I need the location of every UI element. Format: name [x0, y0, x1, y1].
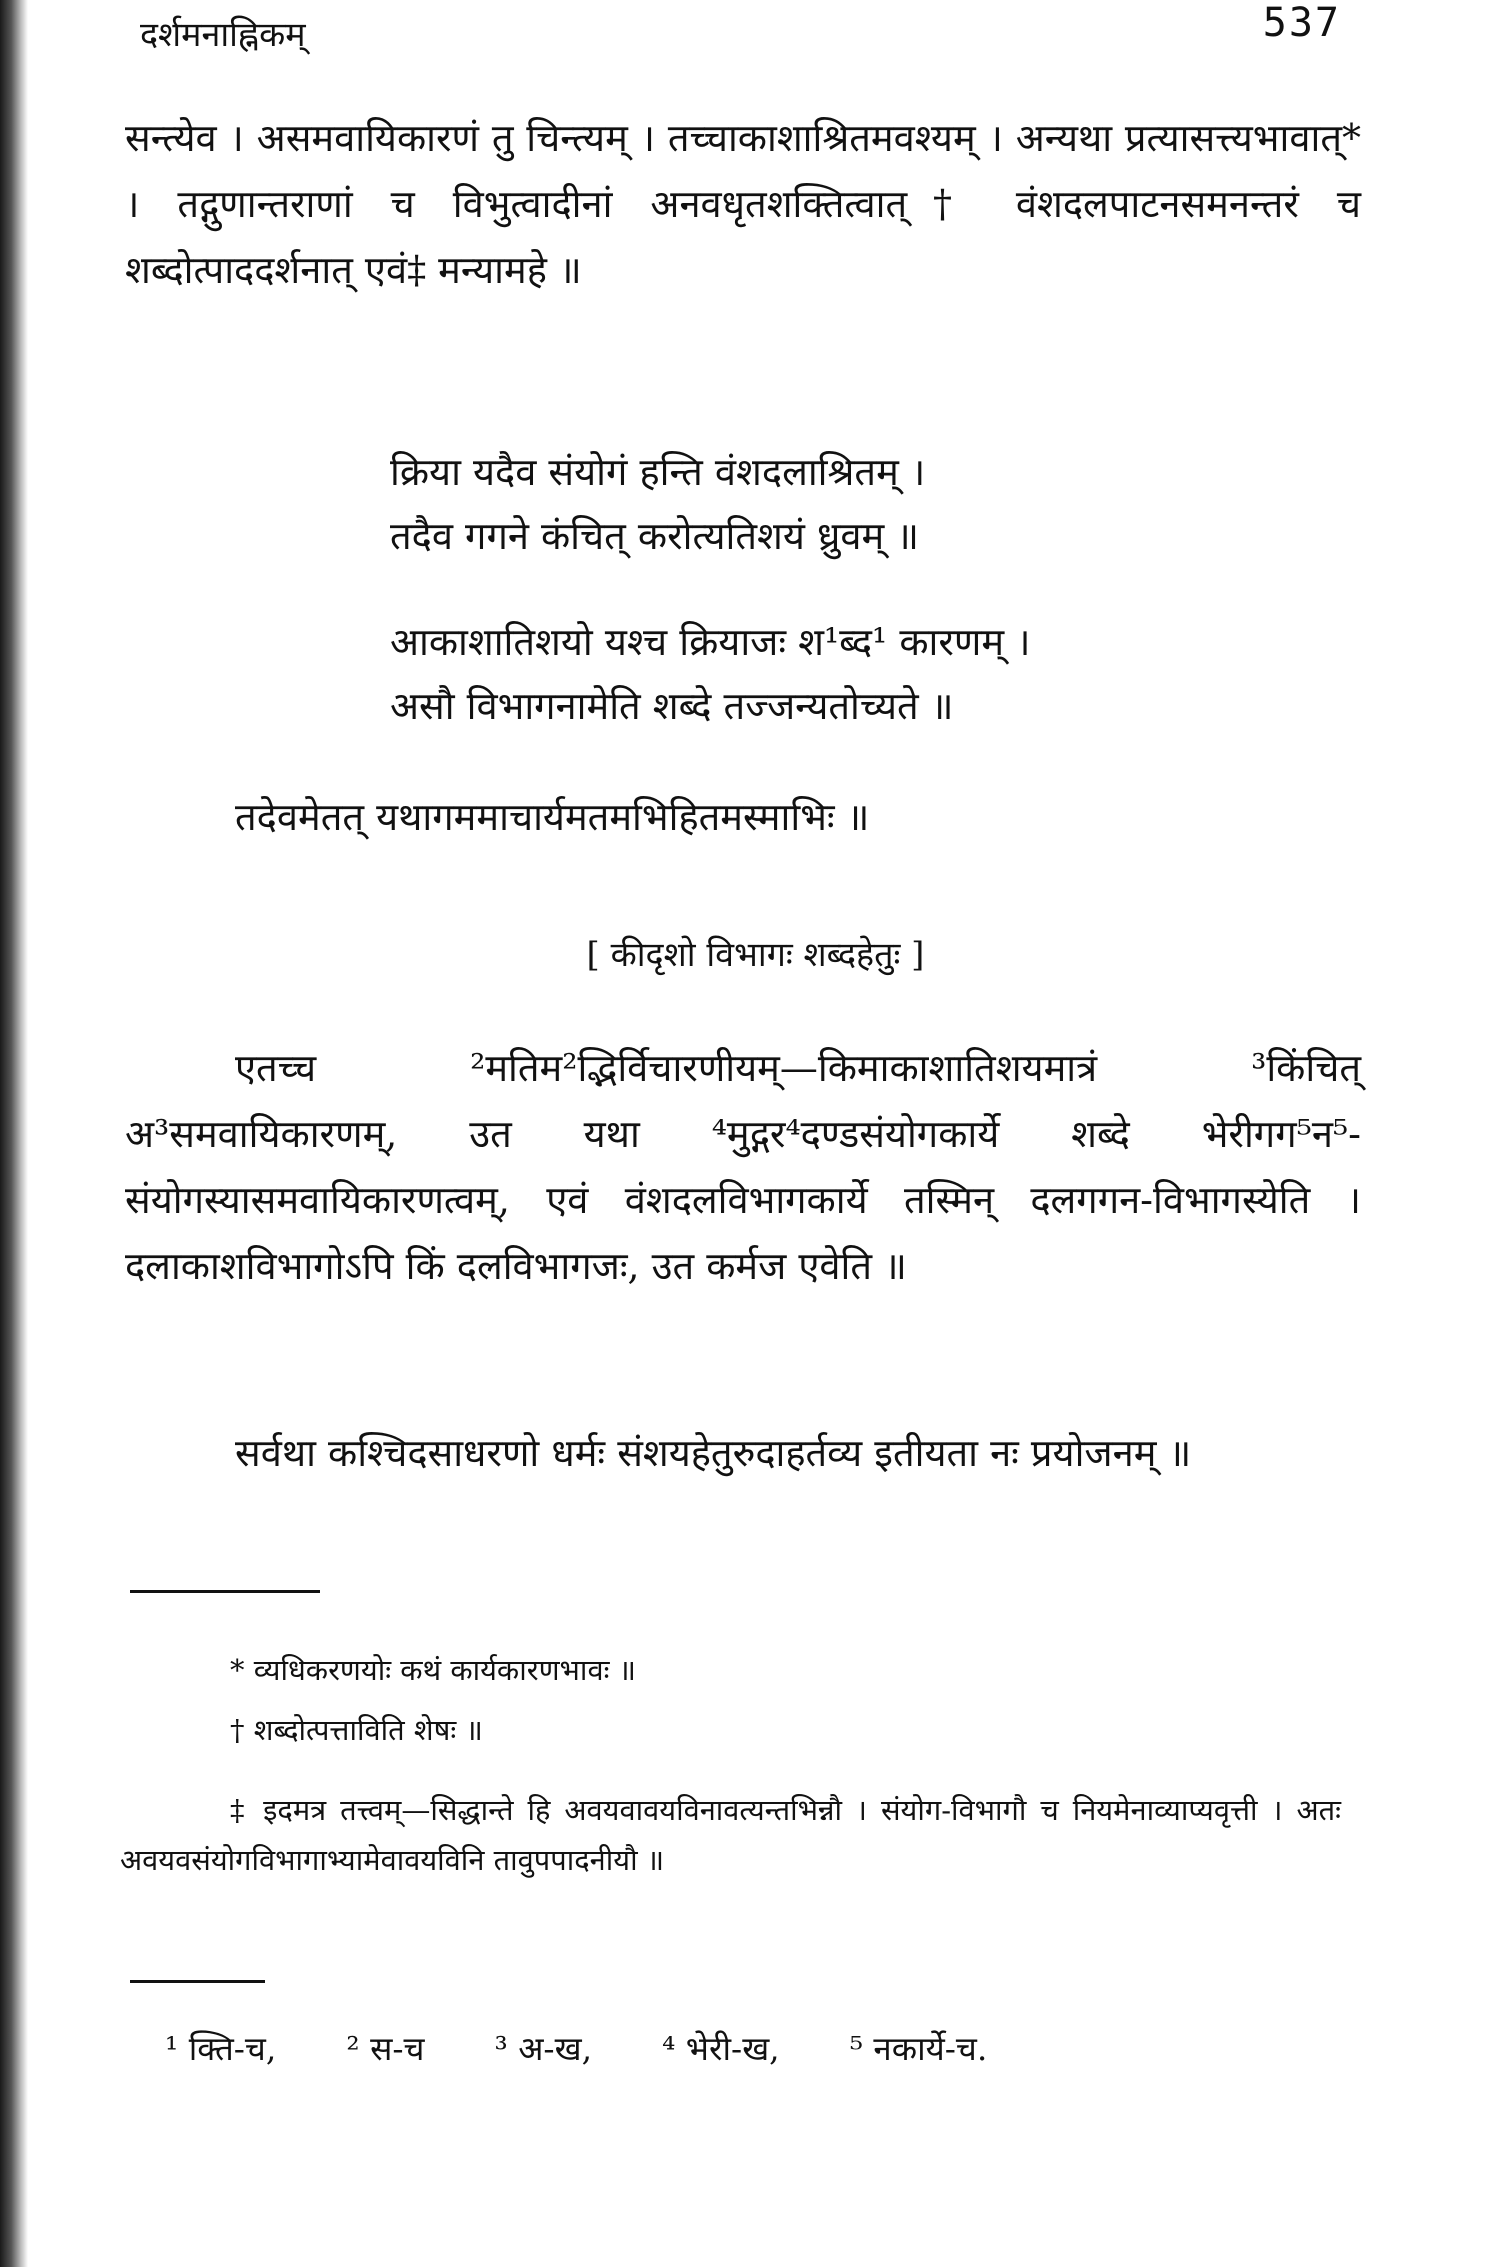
variant-reading: ⁵ नकार्ये-च. [849, 2029, 988, 2068]
variants-divider [130, 1980, 265, 1983]
variant-reading: ² स-च [346, 2029, 425, 2068]
running-header-title: दर्शमनाह्निकम् [140, 15, 306, 55]
paragraph-3: एतच्च ²मतिम²द्भिर्विचारणीयम्—किमाकाशातिशयमात्रं ³किंचित् अ³समवायिकारणम्, उत यथा ⁴मुद्गर⁴दण्डसंयोगकार्ये शब्दे भेरीगग⁵न⁵-संयोगस्यासमवायिकारणत्वम्, एवं वंशदलविभागकार्ये तस्मिन् दलगगन-विभागस्येति । दलाकाशविभागोऽपि किं दलविभागजः, उत कर्मज एवेति ॥ [125, 1046, 1361, 1288]
footnote-dagger: † शब्दोत्पत्ताविति शेषः ॥ [230, 1713, 483, 1747]
section-heading: [ कीदृशो विभागः शब्दहेतुः ] [586, 935, 925, 975]
verse-line: तदैव गगने कंचित् करोत्यतिशयं ध्रुवम् ॥ [390, 514, 920, 558]
footnote-double-dagger: ‡ इदमत्र तत्त्वम्—सिद्धान्ते हि अवयवावयविनावत्यन्तभिन्नौ । संयोग-विभागौ च नियमेनाव्याप्यवृत्ती । अतः अवयवसंयोगविभागाभ्यामेवावयविनि तावुपपादनीयौ ॥ [120, 1793, 1341, 1877]
page-number: 537 [1262, 0, 1341, 46]
variant-reading: ³ अ-ख, [494, 2029, 593, 2068]
verse-block-1 [390, 440, 925, 568]
verse-line: आकाशातिशयो यश्च क्रियाजः श¹ब्द¹ कारणम् । [390, 620, 1031, 664]
verse-line: असौ विभागनामेति शब्दे तज्जन्यतोच्यते ॥ [390, 684, 954, 728]
variant-reading: ¹ क्ति-च, [165, 2029, 277, 2068]
variant-reading: ⁴ भेरी-ख, [662, 2029, 780, 2068]
variant-readings [165, 2025, 987, 2070]
verse-line: क्रिया यदैव संयोगं हन्ति वंशदलाश्रितम् । [390, 450, 926, 494]
verse-block-2 [390, 610, 1031, 738]
paragraph-4: सर्वथा कश्चिदसाधरणो धर्मः संशयहेतुरुदाहर्तव्य इतीयता नः प्रयोजनम् ॥ [235, 1431, 1192, 1475]
footnote-divider [130, 1590, 320, 1593]
footnote-asterisk: * व्यधिकरणयोः कथं कार्यकारणभावः ॥ [230, 1653, 637, 1687]
paragraph-2: तदेवमेतत् यथागममाचार्यमतमभिहितमस्माभिः ॥ [235, 795, 870, 839]
paragraph-1: सन्त्येव । असमवायिकारणं तु चिन्त्यम् । तच्चाकाशाश्रितमवश्यम् । अन्यथा प्रत्यासत्त्यभावात्* । तद्गुणान्तराणां च विभुत्वादीनां अनवधृतशक्तित्वात्† वंशदलपाटनसमनन्तरं च शब्दोत्पाददर्शनात् एवं‡ मन्यामहे ॥ [125, 116, 1361, 292]
